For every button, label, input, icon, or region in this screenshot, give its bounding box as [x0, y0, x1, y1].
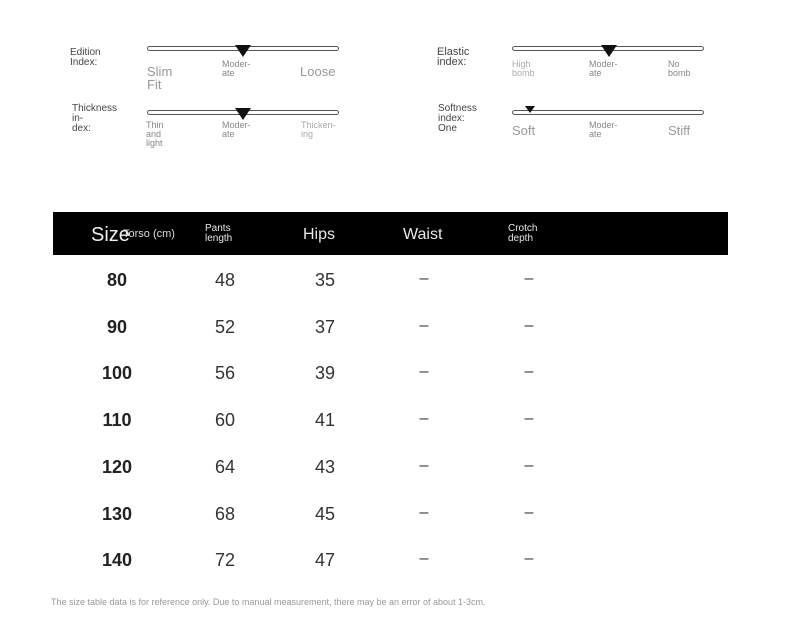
- cell-waist: –: [419, 270, 429, 287]
- thickness-option-moderate: Moder- ate: [222, 120, 251, 139]
- cell-size: 80: [106, 270, 128, 290]
- cell-size: 140: [101, 550, 133, 571]
- cell-size: 100: [101, 363, 133, 384]
- elastic-index-marker-icon: [601, 45, 617, 57]
- table-row: [53, 270, 728, 300]
- cell-pants-length: 68: [214, 503, 236, 524]
- softness-option-stiff: Stiff: [668, 123, 691, 138]
- cell-waist: –: [419, 503, 429, 521]
- cell-waist: –: [419, 456, 429, 474]
- thickness-option-thin: Thin and light: [146, 120, 164, 148]
- elastic-option-none: No bomb: [668, 59, 691, 78]
- cell-waist: –: [419, 316, 429, 334]
- header-hips: Hips: [303, 226, 336, 243]
- cell-waist: –: [419, 363, 429, 381]
- cell-hips: 37: [314, 316, 336, 337]
- thickness-option-thick: Thicken- ing: [301, 120, 336, 139]
- footnote: The size table data is for reference only. Due to manual measurement, there may be an error of about 1-3cm.: [51, 597, 486, 607]
- cell-crotch-depth: –: [524, 363, 534, 381]
- header-crotch-depth: Crotch depth: [508, 223, 538, 244]
- cell-pants-length: 56: [214, 363, 236, 384]
- elastic-index-label: Elastic index:: [437, 46, 470, 68]
- cell-pants-length: 48: [214, 270, 236, 290]
- table-row: [53, 363, 728, 393]
- softness-index-label: Softness index: One: [438, 103, 477, 134]
- header-size: Size: [91, 224, 130, 246]
- cell-waist: –: [419, 550, 429, 568]
- table-row: [53, 504, 728, 534]
- cell-waist: –: [419, 410, 429, 428]
- softness-index-marker-icon: [525, 106, 535, 113]
- elastic-option-moderate: Moder- ate: [589, 59, 618, 78]
- cell-pants-length: 72: [214, 550, 236, 571]
- cell-size: 90: [106, 316, 128, 337]
- softness-index-bar: [512, 110, 704, 115]
- table-row: [53, 550, 728, 580]
- softness-option-moderate: Moder- ate: [589, 120, 618, 139]
- cell-size: 110: [102, 410, 132, 431]
- cell-hips: 41: [314, 410, 336, 431]
- header-waist: Waist: [403, 226, 443, 243]
- cell-crotch-depth: –: [524, 410, 534, 428]
- cell-pants-length: 52: [214, 316, 236, 337]
- edition-option-slim: Slim Fit: [147, 64, 173, 92]
- table-row: [53, 410, 728, 440]
- edition-option-moderate: Moder- ate: [222, 59, 251, 78]
- cell-hips: 47: [314, 550, 336, 571]
- cell-crotch-depth: –: [524, 503, 534, 521]
- cell-hips: 45: [314, 503, 336, 524]
- table-row: [53, 457, 728, 487]
- header-torso: Torso (cm): [123, 228, 175, 240]
- table-row: [53, 317, 728, 347]
- cell-size: 130: [101, 503, 133, 524]
- edition-index-marker-icon: [235, 45, 251, 57]
- cell-hips: 39: [314, 363, 336, 384]
- cell-crotch-depth: –: [524, 550, 534, 568]
- cell-pants-length: 64: [214, 456, 236, 477]
- cell-crotch-depth: –: [524, 316, 534, 334]
- header-pants-length: Pants length: [205, 223, 233, 244]
- thickness-index-marker-icon: [235, 108, 251, 120]
- cell-size: 120: [101, 456, 133, 477]
- cell-crotch-depth: –: [524, 270, 534, 287]
- cell-hips: 35: [314, 270, 336, 290]
- elastic-option-high: High bomb: [512, 59, 535, 78]
- cell-pants-length: 60: [214, 410, 236, 431]
- softness-option-soft: Soft: [512, 123, 536, 138]
- edition-index-label: Edition Index:: [70, 47, 101, 68]
- edition-option-loose: Loose: [300, 64, 336, 79]
- thickness-index-label: Thickness in- dex:: [72, 103, 118, 134]
- cell-crotch-depth: –: [524, 456, 534, 474]
- cell-hips: 43: [314, 456, 336, 477]
- size-table-header: [53, 212, 728, 255]
